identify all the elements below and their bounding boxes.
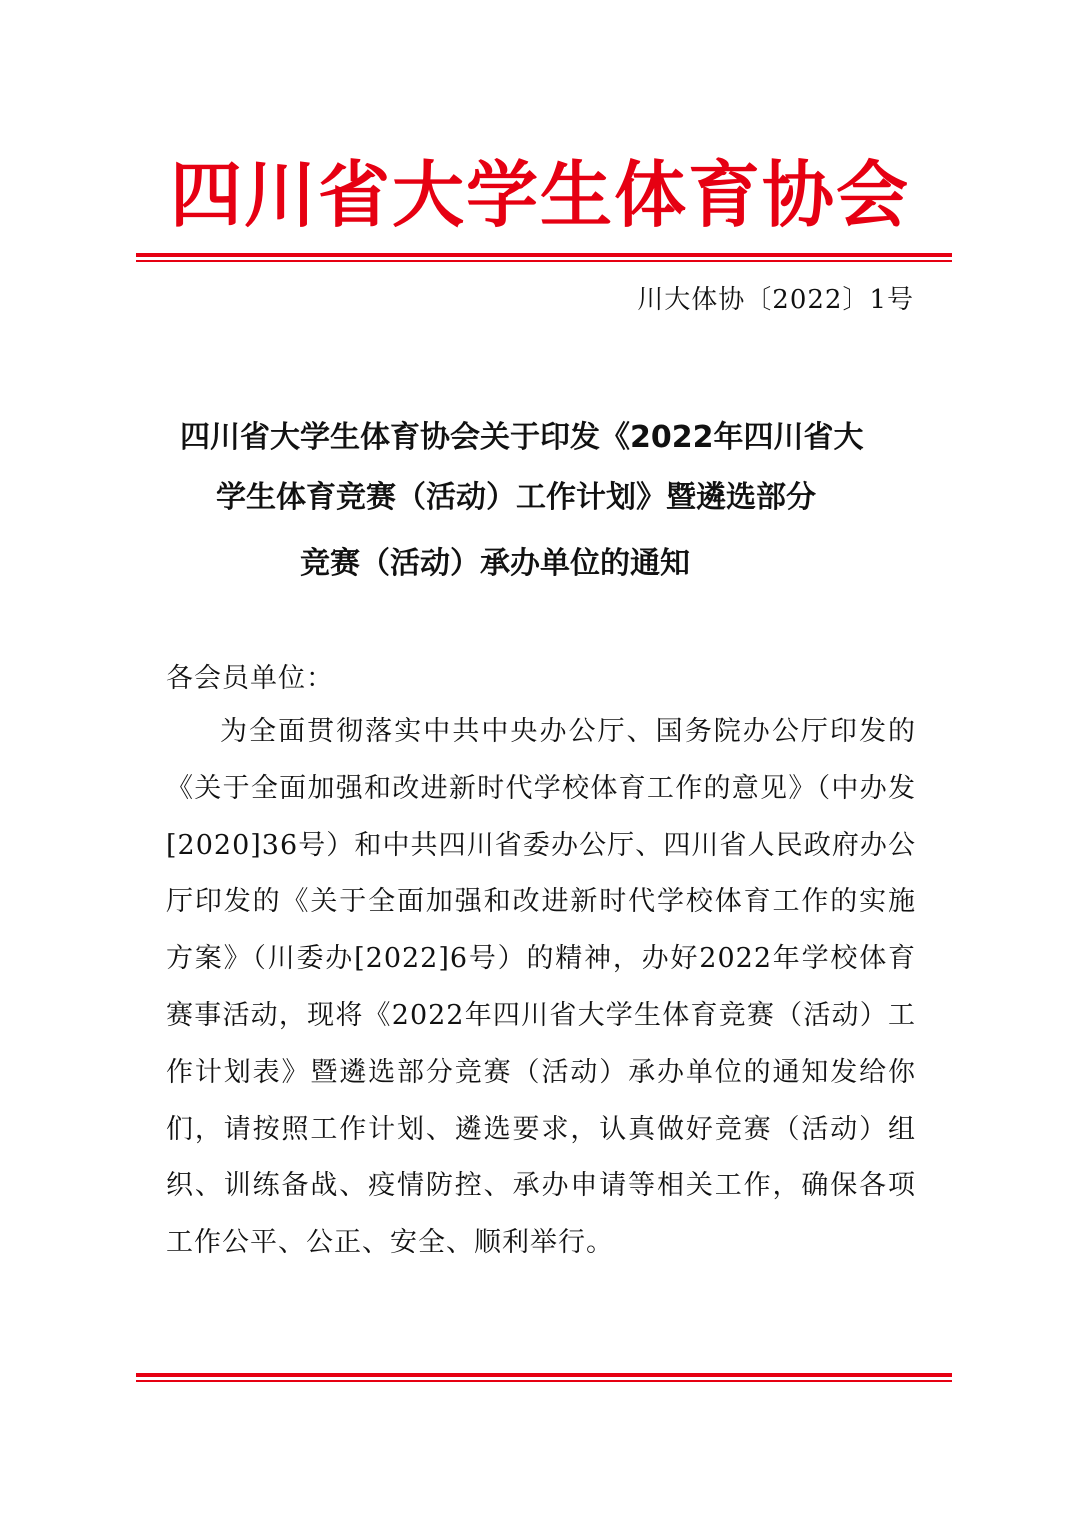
- salutation: 各会员单位：: [166, 663, 334, 694]
- document-number: 川大体协〔2022〕1号: [637, 285, 914, 315]
- masthead-org-name: 四川省大学生体育协会: [169, 153, 910, 237]
- divider-thick-line: [136, 1373, 952, 1377]
- masthead-divider: [136, 253, 952, 263]
- document-title-line-3: 竞赛（活动）承办单位的通知: [300, 546, 690, 581]
- footer-divider: [136, 1373, 952, 1383]
- document-title-line-2: 学生体育竞赛（活动）工作计划》暨遴选部分: [216, 480, 816, 515]
- divider-thick-line: [136, 253, 952, 257]
- divider-thin-line: [136, 260, 952, 262]
- body-paragraph: 为全面贯彻落实中共中央办公厅、国务院办公厅印发的《关于全面加强和改进新时代学校体育工作的意见》（中办发[2020]36号）和中共四川省委办公厅、四川省人民政府办公厅印发的《关于全面加强和改进新时代学校体育工作的实施方案》（川委办[2022]6号）的精神，办好2022年学校体育赛事活动，现将《2022年四川省大学生体育竞赛（活动）工作计划表》暨遴选部分竞赛（活动）承办单位的通知发给你们，请按照工作计划、遴选要求，认真做好竞赛（活动）组织、训练备战、疫情防控、承办申请等相关工作，确保各项工作公平、公正、安全、顺利举行。: [166, 716, 916, 1259]
- document-title-line-1: 四川省大学生体育协会关于印发《2022年四川省大: [180, 420, 864, 455]
- divider-thin-line: [136, 1380, 952, 1382]
